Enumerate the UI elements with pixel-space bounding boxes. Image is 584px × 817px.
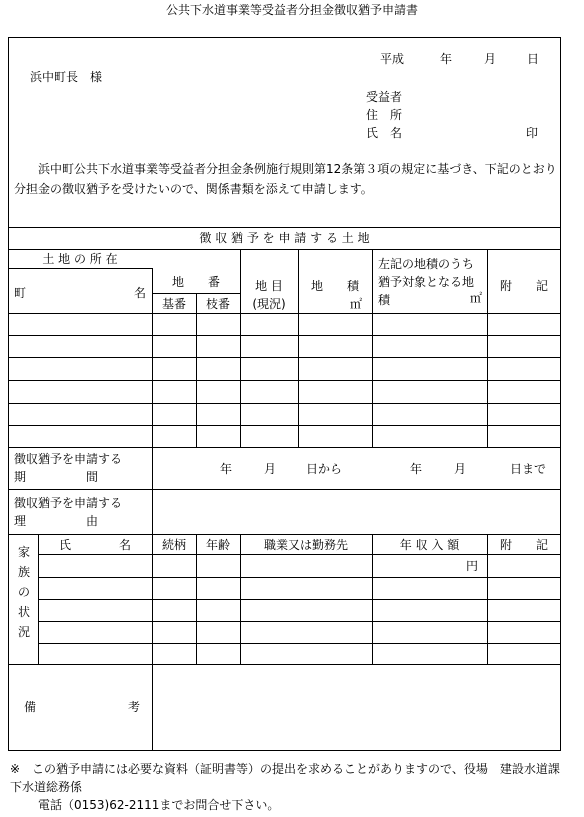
period-year: 年 <box>220 462 233 476</box>
rule <box>38 577 561 578</box>
area-unit: ㎡ <box>350 297 363 311</box>
addressee: 浜中町長 様 <box>30 70 103 84</box>
annual-income-header: 年 収 入 額 <box>399 538 460 552</box>
family-status-label: 家 族 の 状 況 <box>18 545 31 639</box>
deferral-area-unit: ㎡ <box>470 291 483 305</box>
memo-label-1: 備 <box>24 700 37 714</box>
reason-label-line1: 徴収猶予を申請する <box>14 496 123 510</box>
period-until: 日まで <box>510 462 547 476</box>
rule <box>8 403 561 404</box>
date-era: 平成 <box>380 52 405 66</box>
date-year: 年 <box>440 52 453 66</box>
period-month: 月 <box>264 462 277 476</box>
rule <box>8 380 561 381</box>
town-name-header: 名 <box>134 286 147 300</box>
rule <box>8 447 561 448</box>
rule <box>38 554 561 555</box>
period-year-end: 年 <box>410 462 423 476</box>
seal-mark: 印 <box>526 126 539 140</box>
rule <box>8 425 561 426</box>
branch-number-header: 枝番 <box>205 297 230 311</box>
rule <box>196 293 197 447</box>
rule <box>372 534 373 664</box>
period-from: 日から <box>306 462 343 476</box>
land-type-current-header: (現況) <box>252 297 286 311</box>
rule <box>8 489 561 490</box>
rule <box>8 357 561 358</box>
rule <box>38 534 39 664</box>
rule <box>8 268 152 269</box>
rule <box>8 313 561 314</box>
rule <box>152 268 153 447</box>
land-remarks-header: 附 記 <box>499 279 548 293</box>
rule <box>152 447 153 534</box>
date-day: 日 <box>527 52 540 66</box>
name-label: 氏 名 <box>366 126 403 140</box>
rule <box>8 227 561 228</box>
rule <box>38 621 561 622</box>
age-header: 年齢 <box>205 538 230 552</box>
family-remarks-header: 附 記 <box>499 538 548 552</box>
rule <box>152 534 153 664</box>
area-header: 地 積 <box>310 279 359 293</box>
rule <box>372 249 373 447</box>
footnote-line1: ※ この猶予申請には必要な資料（証明書等）の提出を求めることがありますので、役場 建設水道課 下水道総務係 <box>10 762 572 794</box>
period-month-end: 月 <box>454 462 467 476</box>
rule <box>152 664 153 751</box>
rule <box>38 599 561 600</box>
rule <box>196 534 197 664</box>
rule <box>8 249 561 250</box>
form-title: 公共下水道事業等受益者分担金徴収猶予申請書 <box>165 3 418 17</box>
land-type-header: 地 目 <box>255 279 283 293</box>
land-location-header: 土 地 の 所 在 <box>42 252 118 266</box>
deferral-area-header: 左記の地積のうち猶予対象となる地積 <box>378 257 475 307</box>
period-label-line2: 期 間 <box>14 470 99 484</box>
land-section-heading: 徴 収 猶 予 を 申 請 す る 土 地 <box>199 231 370 245</box>
rule <box>38 643 561 644</box>
yen-unit: 円 <box>466 559 479 573</box>
rule <box>240 534 241 664</box>
rule <box>8 534 561 535</box>
family-name-header: 氏 名 <box>58 538 131 552</box>
town-header: 町 <box>14 286 27 300</box>
lot-number-header: 地 番 <box>171 275 220 289</box>
period-label-line1: 徴収猶予を申請する <box>14 452 123 466</box>
rule <box>487 534 488 664</box>
address-label: 住 所 <box>366 108 403 122</box>
base-number-header: 基番 <box>161 297 186 311</box>
footnote-line2: 電話（0153)62-2111までお問合せ下さい。 <box>38 798 280 812</box>
occupation-header: 職業又は勤務先 <box>263 538 348 552</box>
request-statement: 浜中町公共下水道事業等受益者分担金条例施行規則第12条第３項の規定に基づき、下記のとおり分担金の徴収猶予を受けたいので、関係書類を添えて申請します。 <box>14 162 557 196</box>
reason-label-line2: 理 由 <box>14 514 99 528</box>
applicant-label: 受益者 <box>366 90 403 104</box>
relation-header: 続柄 <box>161 538 186 552</box>
rule <box>8 664 561 665</box>
date-month: 月 <box>484 52 497 66</box>
footnote <box>10 760 580 814</box>
memo-label-2: 考 <box>128 700 141 714</box>
rule <box>8 335 561 336</box>
